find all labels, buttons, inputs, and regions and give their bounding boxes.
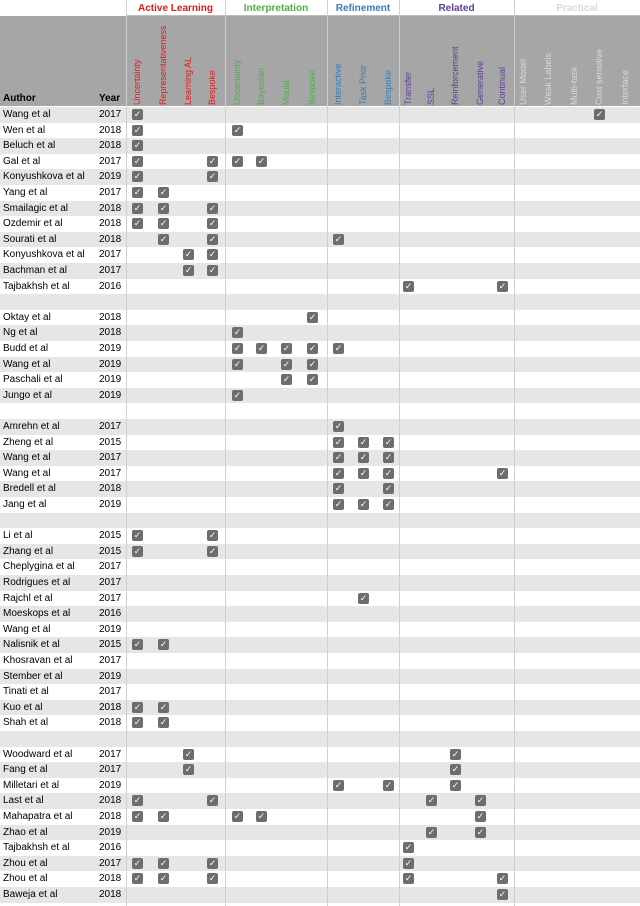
check-icon: ✓ bbox=[334, 499, 343, 509]
table-row bbox=[0, 201, 640, 217]
table-row bbox=[0, 544, 640, 560]
author-cell: Tinati et al bbox=[3, 686, 49, 698]
table-row bbox=[0, 622, 640, 638]
author-cell: Bachman et al bbox=[3, 265, 67, 276]
spacer-row bbox=[0, 403, 640, 419]
check-icon: ✓ bbox=[133, 873, 142, 884]
year-cell: 2018 bbox=[99, 873, 122, 885]
table-row bbox=[0, 669, 640, 685]
table-row bbox=[0, 606, 640, 622]
author-cell: Wang et al bbox=[3, 467, 51, 479]
check-icon: ✓ bbox=[427, 795, 436, 806]
check-icon: ✓ bbox=[159, 202, 168, 213]
year-cell: 2017 bbox=[99, 655, 122, 666]
check-icon: ✓ bbox=[159, 218, 168, 229]
column-divider bbox=[225, 0, 226, 906]
check-icon: ✓ bbox=[133, 124, 142, 135]
table-row bbox=[0, 185, 640, 201]
author-cell: Jungo et al bbox=[3, 389, 52, 401]
check-icon: ✓ bbox=[233, 811, 242, 821]
table-row bbox=[0, 435, 640, 451]
check-icon: ✓ bbox=[159, 187, 168, 197]
check-icon: ✓ bbox=[133, 530, 142, 541]
check-icon: ✓ bbox=[159, 717, 168, 728]
author-cell: Wang et al bbox=[3, 623, 51, 635]
check-icon: ✓ bbox=[208, 795, 217, 806]
column-related-generative: Generative bbox=[475, 60, 485, 105]
check-icon: ✓ bbox=[184, 748, 193, 759]
check-icon: ✓ bbox=[233, 124, 242, 135]
author-cell: Ozdemir et al bbox=[3, 218, 63, 230]
column-active-learning-learning-al: Learning AL bbox=[183, 56, 193, 105]
column-divider bbox=[399, 0, 400, 906]
check-icon: ✓ bbox=[133, 857, 142, 868]
year-cell: 2019 bbox=[99, 623, 122, 635]
check-icon: ✓ bbox=[359, 452, 368, 463]
year-cell: 2018 bbox=[99, 202, 122, 214]
author-cell: Sourati et al bbox=[3, 233, 57, 245]
author-cell: Tajbakhsh et al bbox=[3, 842, 70, 854]
check-icon: ✓ bbox=[133, 218, 142, 229]
check-icon: ✓ bbox=[404, 873, 413, 884]
column-practical-weak-labels: Weak Labels bbox=[543, 53, 553, 105]
spacer-row bbox=[0, 294, 640, 310]
check-icon: ✓ bbox=[359, 499, 368, 509]
year-cell: 2018 bbox=[99, 717, 122, 729]
check-icon: ✓ bbox=[208, 545, 217, 556]
table-row bbox=[0, 497, 640, 513]
year-cell: 2018 bbox=[99, 218, 122, 230]
check-icon: ✓ bbox=[257, 811, 266, 821]
author-cell: Gal et al bbox=[3, 155, 41, 167]
check-icon: ✓ bbox=[404, 280, 413, 291]
table-row bbox=[0, 481, 640, 497]
check-icon: ✓ bbox=[384, 452, 393, 463]
check-icon: ✓ bbox=[498, 280, 507, 291]
year-cell: 2018 bbox=[99, 483, 122, 495]
table-row bbox=[0, 372, 640, 388]
table-row bbox=[0, 528, 640, 544]
column-refinement-interactive: Interactive bbox=[333, 63, 343, 105]
table-row bbox=[0, 154, 640, 170]
table-row bbox=[0, 279, 640, 295]
table-row bbox=[0, 357, 640, 373]
table-row bbox=[0, 138, 640, 154]
table-row bbox=[0, 466, 640, 482]
check-icon: ✓ bbox=[404, 857, 413, 868]
column-interpretation-bespoke: Bespoke bbox=[307, 69, 317, 105]
year-cell: 2016 bbox=[99, 608, 122, 620]
year-cell: 2018 bbox=[99, 889, 122, 900]
table-row bbox=[0, 247, 640, 263]
check-icon: ✓ bbox=[451, 764, 460, 775]
group-interpretation: Interpretation bbox=[225, 0, 327, 16]
author-cell: Rodrigues et al bbox=[3, 577, 71, 588]
author-cell: Jang et al bbox=[3, 499, 47, 510]
author-cell: Konyushkova et al bbox=[3, 249, 85, 261]
check-icon: ✓ bbox=[133, 155, 142, 166]
check-icon: ✓ bbox=[159, 873, 168, 884]
author-cell: Ng et al bbox=[3, 327, 38, 339]
check-icon: ✓ bbox=[208, 530, 217, 541]
author-cell: Fang et al bbox=[3, 764, 48, 776]
check-icon: ✓ bbox=[334, 483, 343, 494]
check-icon: ✓ bbox=[334, 452, 343, 463]
author-cell: Shah et al bbox=[3, 717, 49, 729]
check-icon: ✓ bbox=[159, 701, 168, 712]
table-row bbox=[0, 778, 640, 794]
author-cell: Khosravan et al bbox=[3, 655, 73, 666]
check-icon: ✓ bbox=[208, 171, 217, 182]
column-interpretation-visual: Visual bbox=[281, 80, 291, 105]
group-active-learning: Active Learning bbox=[126, 0, 225, 16]
table-row bbox=[0, 232, 640, 248]
year-cell: 2018 bbox=[99, 327, 122, 339]
author-cell: Baweja et al bbox=[3, 889, 58, 900]
year-cell: 2015 bbox=[99, 436, 122, 448]
table-row bbox=[0, 216, 640, 232]
author-cell: Zhou et al bbox=[3, 857, 48, 869]
column-practical-cost-sensitive: Cost sensitive bbox=[594, 48, 604, 105]
check-icon: ✓ bbox=[133, 140, 142, 151]
table-row bbox=[0, 388, 640, 404]
author-cell: Moeskops et al bbox=[3, 608, 71, 620]
year-cell: 2017 bbox=[99, 467, 122, 479]
check-icon: ✓ bbox=[257, 343, 266, 353]
year-cell: 2017 bbox=[99, 421, 122, 432]
table-row bbox=[0, 793, 640, 809]
author-cell: Budd et al bbox=[3, 343, 49, 354]
year-cell: 2017 bbox=[99, 265, 122, 276]
table-row bbox=[0, 809, 640, 825]
author-cell: Oktay et al bbox=[3, 311, 51, 323]
check-icon: ✓ bbox=[208, 233, 217, 244]
column-active-learning-bespoke: Bespoke bbox=[207, 69, 217, 105]
author-cell: Zheng et al bbox=[3, 436, 54, 448]
check-icon: ✓ bbox=[282, 343, 291, 353]
check-icon: ✓ bbox=[133, 795, 142, 806]
table-row bbox=[0, 263, 640, 279]
check-icon: ✓ bbox=[476, 795, 485, 806]
column-related-continual: Continual bbox=[497, 66, 507, 105]
author-header: Author bbox=[3, 93, 36, 104]
table-row bbox=[0, 887, 640, 903]
table-row bbox=[0, 123, 640, 139]
table-row bbox=[0, 653, 640, 669]
check-icon: ✓ bbox=[184, 764, 193, 775]
year-cell: 2018 bbox=[99, 233, 122, 245]
check-icon: ✓ bbox=[233, 358, 242, 369]
table-row bbox=[0, 825, 640, 841]
check-icon: ✓ bbox=[184, 249, 193, 260]
year-cell: 2017 bbox=[99, 686, 122, 698]
group-related: Related bbox=[399, 0, 514, 16]
column-practical-user-model: User Model bbox=[518, 58, 528, 105]
author-cell: Zhang et al bbox=[3, 545, 54, 557]
check-icon: ✓ bbox=[498, 889, 507, 899]
year-cell: 2019 bbox=[99, 779, 122, 791]
year-cell: 2017 bbox=[99, 187, 122, 198]
year-cell: 2015 bbox=[99, 545, 122, 557]
author-cell: Milletari et al bbox=[3, 779, 60, 791]
check-icon: ✓ bbox=[384, 779, 393, 790]
check-icon: ✓ bbox=[133, 717, 142, 728]
year-cell: 2017 bbox=[99, 109, 122, 120]
author-cell: Wang et al bbox=[3, 452, 51, 464]
year-cell: 2017 bbox=[99, 561, 122, 573]
check-icon: ✓ bbox=[159, 639, 168, 650]
check-icon: ✓ bbox=[476, 811, 485, 821]
year-cell: 2019 bbox=[99, 389, 122, 401]
year-cell: 2017 bbox=[99, 748, 122, 760]
table-row bbox=[0, 450, 640, 466]
author-cell: Wang et al bbox=[3, 358, 51, 370]
check-icon: ✓ bbox=[208, 873, 217, 884]
year-cell: 2018 bbox=[99, 140, 122, 152]
check-icon: ✓ bbox=[133, 202, 142, 213]
check-icon: ✓ bbox=[133, 545, 142, 556]
author-cell: Mahapatra et al bbox=[3, 811, 73, 822]
year-cell: 2019 bbox=[99, 343, 122, 354]
check-icon: ✓ bbox=[384, 436, 393, 447]
table-row bbox=[0, 871, 640, 887]
check-icon: ✓ bbox=[233, 343, 242, 353]
table-row bbox=[0, 762, 640, 778]
year-cell: 2019 bbox=[99, 826, 122, 838]
check-icon: ✓ bbox=[498, 873, 507, 884]
check-icon: ✓ bbox=[384, 483, 393, 494]
author-cell: Bredell et al bbox=[3, 483, 56, 495]
year-cell: 2018 bbox=[99, 311, 122, 323]
year-cell: 2016 bbox=[99, 842, 122, 854]
author-cell: Stember et al bbox=[3, 670, 63, 682]
check-icon: ✓ bbox=[334, 436, 343, 447]
check-icon: ✓ bbox=[208, 265, 217, 275]
check-icon: ✓ bbox=[133, 187, 142, 197]
column-practical-multi-task: Multi-task bbox=[569, 66, 579, 105]
year-cell: 2019 bbox=[99, 499, 122, 510]
column-divider bbox=[514, 0, 515, 906]
year-cell: 2017 bbox=[99, 452, 122, 464]
check-icon: ✓ bbox=[308, 374, 317, 385]
check-icon: ✓ bbox=[208, 857, 217, 868]
check-icon: ✓ bbox=[159, 811, 168, 821]
column-related-transfer: Transfer bbox=[403, 71, 413, 105]
check-icon: ✓ bbox=[595, 109, 604, 119]
check-icon: ✓ bbox=[334, 343, 343, 353]
spacer-row bbox=[0, 731, 640, 747]
check-icon: ✓ bbox=[404, 842, 413, 853]
author-cell: Wang et al bbox=[3, 109, 51, 120]
author-cell: Li et al bbox=[3, 530, 33, 542]
check-icon: ✓ bbox=[282, 374, 291, 385]
author-cell: Paschali et al bbox=[3, 374, 63, 386]
table-row bbox=[0, 575, 640, 591]
check-icon: ✓ bbox=[334, 421, 343, 431]
table-row bbox=[0, 169, 640, 185]
table-row bbox=[0, 840, 640, 856]
year-cell: 2018 bbox=[99, 811, 122, 822]
author-cell: Woodward et al bbox=[3, 748, 73, 760]
year-cell: 2019 bbox=[99, 358, 122, 370]
check-icon: ✓ bbox=[133, 811, 142, 821]
year-cell: 2018 bbox=[99, 701, 122, 713]
check-icon: ✓ bbox=[384, 467, 393, 478]
column-related-reinforcement: Reinforcement bbox=[450, 46, 460, 105]
year-cell: 2015 bbox=[99, 639, 122, 651]
check-icon: ✓ bbox=[451, 779, 460, 790]
check-icon: ✓ bbox=[308, 358, 317, 369]
spacer-row bbox=[0, 513, 640, 529]
check-icon: ✓ bbox=[184, 265, 193, 275]
check-icon: ✓ bbox=[233, 327, 242, 338]
year-cell: 2018 bbox=[99, 795, 122, 807]
column-divider bbox=[126, 0, 127, 906]
author-cell: Amrehn et al bbox=[3, 421, 60, 432]
table-row bbox=[0, 559, 640, 575]
check-icon: ✓ bbox=[208, 218, 217, 229]
check-icon: ✓ bbox=[451, 748, 460, 759]
column-interpretation-uncertainty: Uncertainty bbox=[232, 59, 242, 105]
check-icon: ✓ bbox=[359, 592, 368, 603]
table-row bbox=[0, 341, 640, 357]
year-cell: 2017 bbox=[99, 249, 122, 261]
check-icon: ✓ bbox=[208, 202, 217, 213]
check-icon: ✓ bbox=[133, 639, 142, 650]
table-row bbox=[0, 684, 640, 700]
table-row bbox=[0, 107, 640, 123]
check-icon: ✓ bbox=[334, 467, 343, 478]
author-cell: Nalisnik et al bbox=[3, 639, 60, 651]
column-active-learning-uncertainty: Uncertainty bbox=[132, 59, 142, 105]
check-icon: ✓ bbox=[282, 358, 291, 369]
column-divider bbox=[327, 0, 328, 906]
column-related-ssl: SSL bbox=[426, 87, 436, 105]
author-cell: Beluch et al bbox=[3, 140, 56, 152]
table-row bbox=[0, 310, 640, 326]
column-active-learning-representativeness: Representativeness bbox=[158, 25, 168, 105]
check-icon: ✓ bbox=[208, 155, 217, 166]
year-cell: 2018 bbox=[99, 124, 122, 136]
year-cell: 2019 bbox=[99, 374, 122, 386]
check-icon: ✓ bbox=[257, 155, 266, 166]
table-row bbox=[0, 856, 640, 872]
table-row bbox=[0, 419, 640, 435]
check-icon: ✓ bbox=[159, 233, 168, 244]
check-icon: ✓ bbox=[233, 155, 242, 166]
column-refinement-bespoke: Bespoke bbox=[383, 69, 393, 105]
check-icon: ✓ bbox=[308, 343, 317, 353]
author-cell: Konyushkova et al bbox=[3, 171, 85, 183]
author-cell: Smailagic et al bbox=[3, 202, 69, 214]
table-row bbox=[0, 700, 640, 716]
author-cell: Zhao et al bbox=[3, 826, 48, 838]
year-header: Year bbox=[99, 93, 121, 104]
check-icon: ✓ bbox=[334, 779, 343, 790]
check-icon: ✓ bbox=[133, 171, 142, 182]
check-icon: ✓ bbox=[308, 311, 317, 322]
check-icon: ✓ bbox=[208, 249, 217, 260]
table-row bbox=[0, 747, 640, 763]
author-cell: Kuo et al bbox=[3, 701, 43, 713]
table-row bbox=[0, 325, 640, 341]
author-cell: Zhou et al bbox=[3, 873, 48, 885]
year-cell: 2017 bbox=[99, 592, 122, 604]
group-refinement: Refinement bbox=[327, 0, 399, 16]
author-cell: Tajbakhsh et al bbox=[3, 280, 70, 292]
check-icon: ✓ bbox=[384, 499, 393, 509]
table-row bbox=[0, 715, 640, 731]
check-icon: ✓ bbox=[498, 467, 507, 478]
check-icon: ✓ bbox=[427, 826, 436, 837]
check-icon: ✓ bbox=[359, 436, 368, 447]
author-cell: Yang et al bbox=[3, 187, 48, 198]
year-cell: 2019 bbox=[99, 670, 122, 682]
year-cell: 2017 bbox=[99, 764, 122, 776]
author-cell: Last et al bbox=[3, 795, 44, 807]
column-interpretation-bayesian: Bayesian bbox=[256, 67, 266, 105]
year-cell: 2017 bbox=[99, 857, 122, 869]
column-refinement-task-prior: Task Prior bbox=[358, 64, 368, 105]
check-icon: ✓ bbox=[133, 109, 142, 119]
year-cell: 2016 bbox=[99, 280, 122, 292]
column-practical-interface: Interface bbox=[620, 69, 630, 105]
check-icon: ✓ bbox=[359, 467, 368, 478]
check-icon: ✓ bbox=[159, 857, 168, 868]
author-cell: Wen et al bbox=[3, 124, 46, 136]
group-practical: Practical bbox=[514, 0, 640, 16]
table-row bbox=[0, 591, 640, 607]
check-icon: ✓ bbox=[476, 826, 485, 837]
author-cell: Rajchl et al bbox=[3, 592, 53, 604]
check-icon: ✓ bbox=[233, 389, 242, 400]
author-cell: Cheplygina et al bbox=[3, 561, 75, 573]
year-cell: 2017 bbox=[99, 577, 122, 588]
check-icon: ✓ bbox=[334, 233, 343, 244]
year-cell: 2015 bbox=[99, 530, 122, 542]
year-cell: 2017 bbox=[99, 155, 122, 167]
year-cell: 2019 bbox=[99, 171, 122, 183]
table-row bbox=[0, 637, 640, 653]
check-icon: ✓ bbox=[133, 701, 142, 712]
